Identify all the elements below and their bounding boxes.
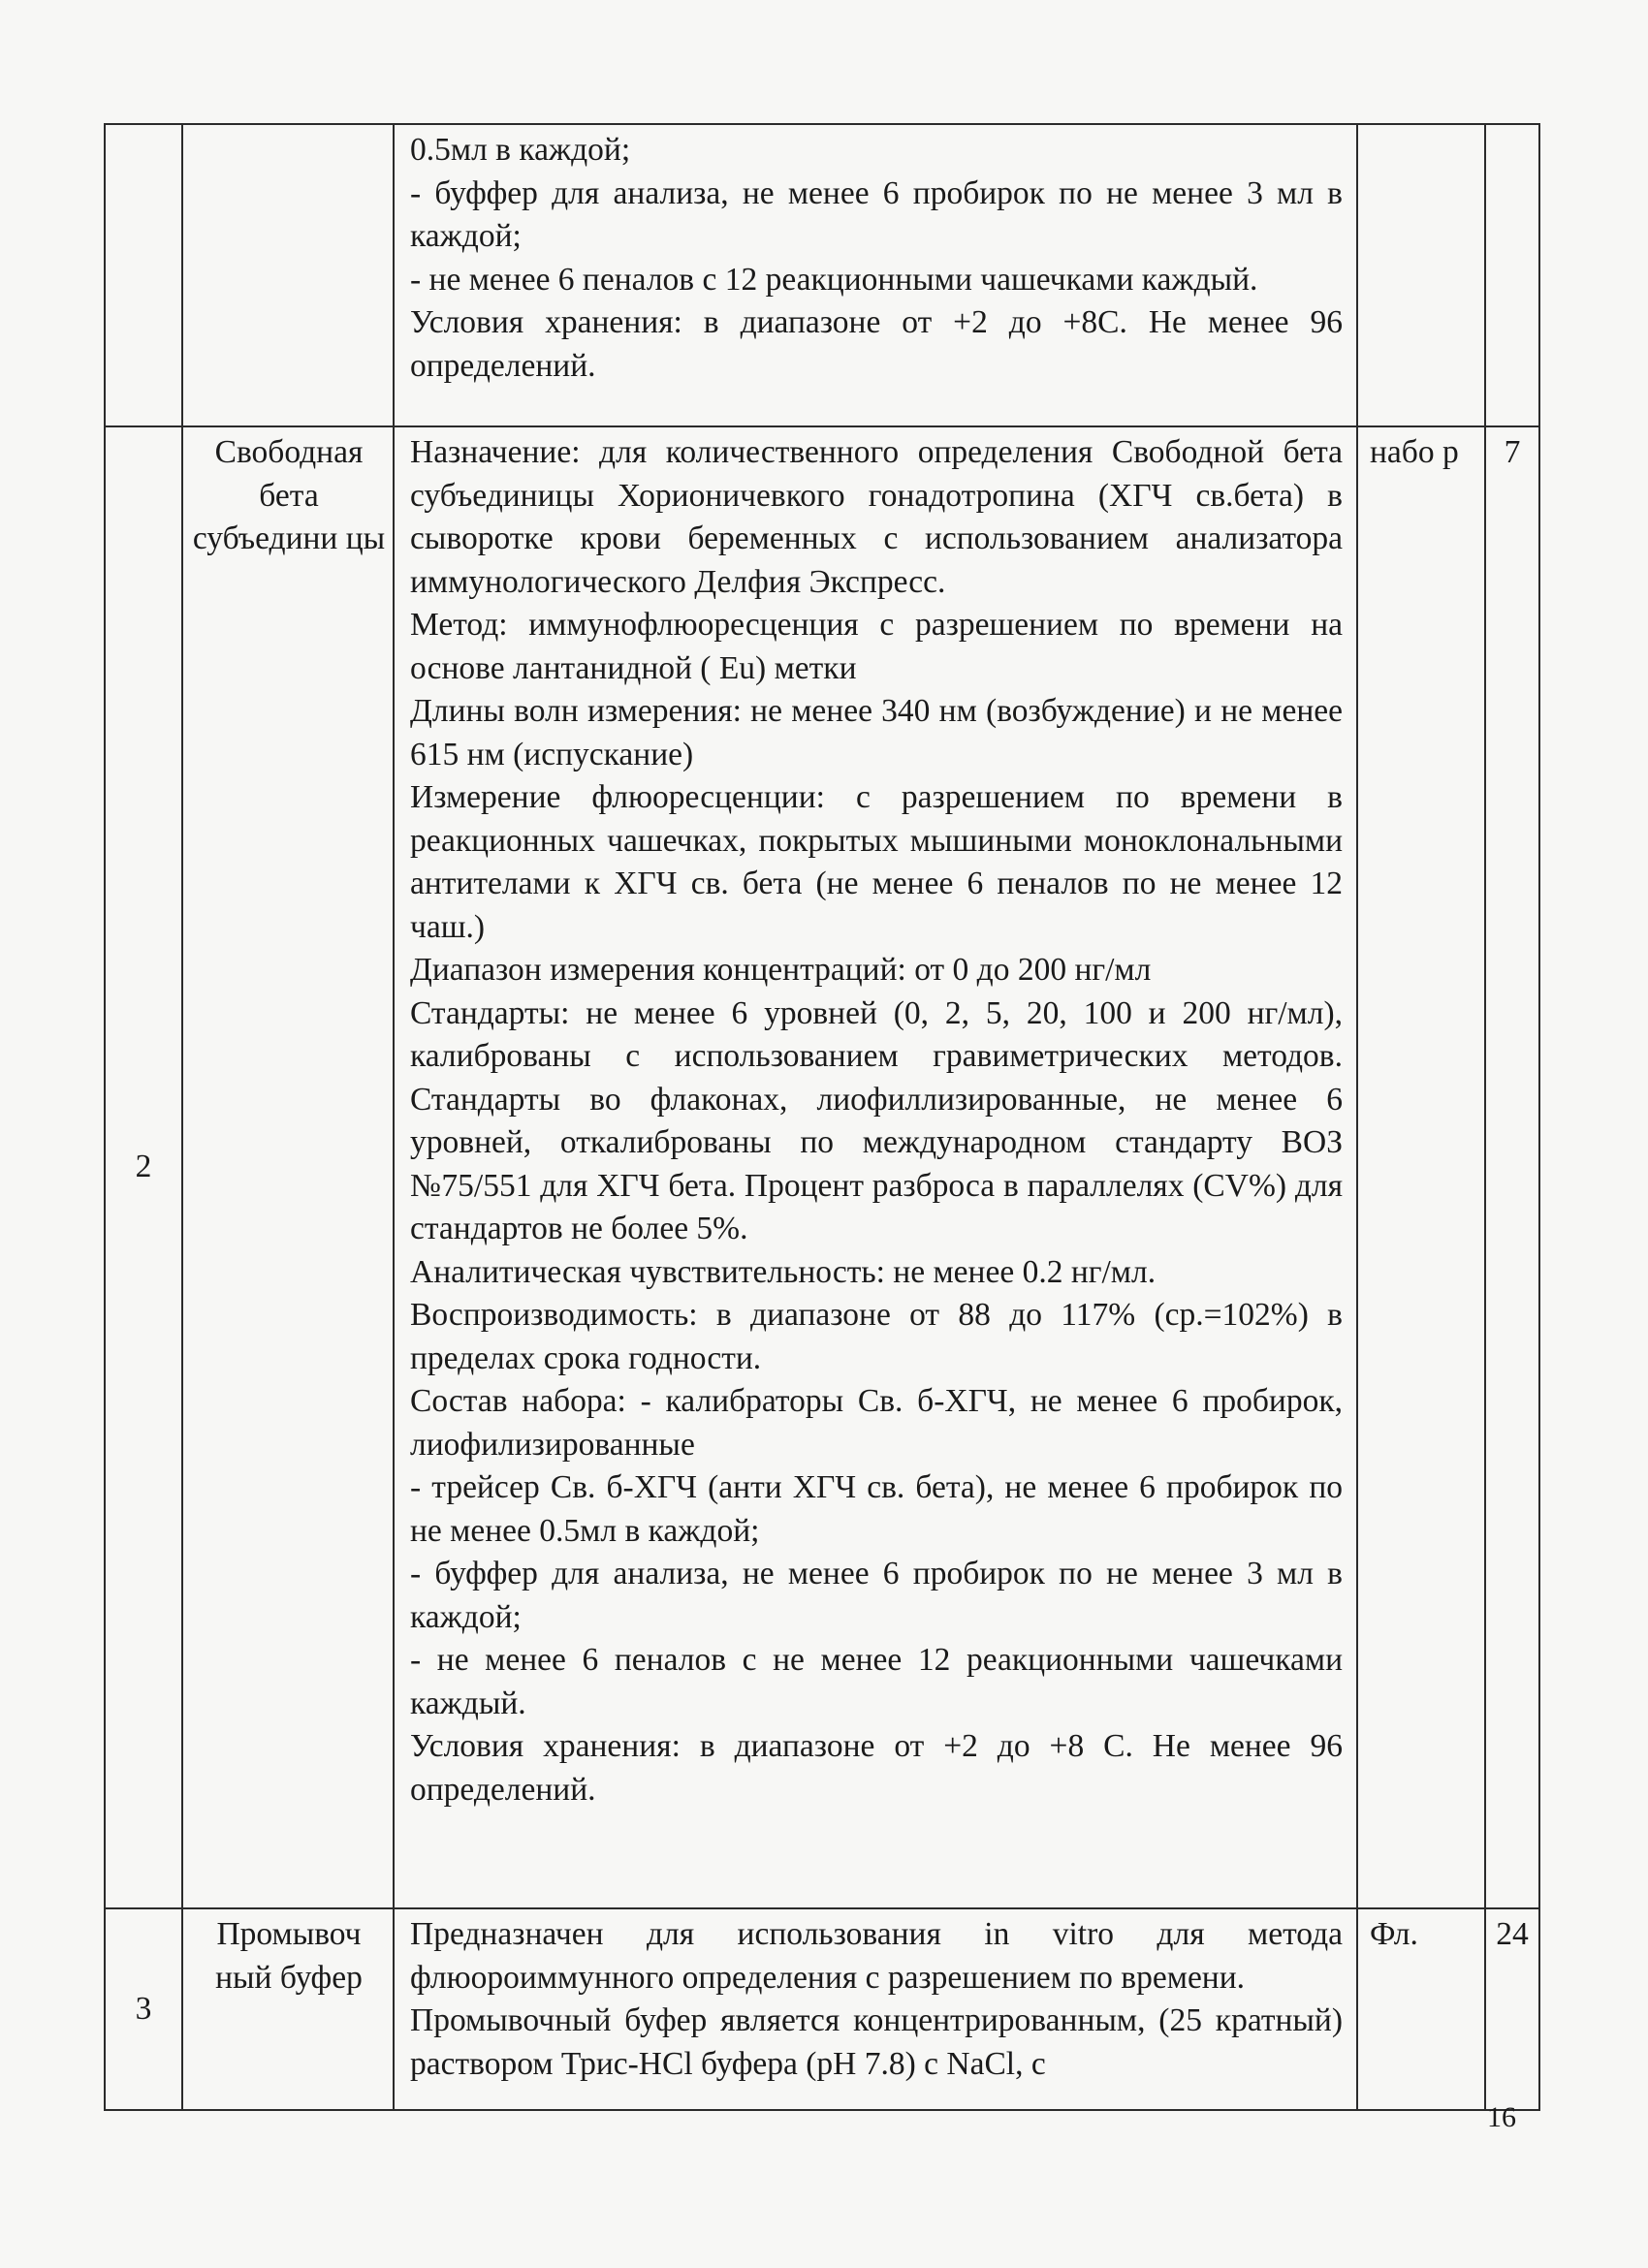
description-paragraph: Условия хранения: в диапазоне от +2 до +8С. Не менее 96 определений. — [410, 304, 1343, 384]
item-name-cell: Промывоч ный буфер — [182, 1908, 394, 2110]
unit-cell — [1357, 124, 1485, 426]
quantity-cell — [1485, 124, 1539, 426]
description-paragraph: - не менее 6 пеналов с 12 реакционными чашечками каждый. — [410, 261, 1258, 298]
description-cell — [394, 124, 1357, 426]
description-paragraph: Длины волн измерения: не менее 340 нм (возбуждение) и не менее 615 нм (испускание) — [410, 693, 1343, 772]
table-row — [105, 1908, 1539, 2110]
description-paragraph: 0.5мл в каждой; — [410, 132, 631, 168]
description-paragraph: Назначение: для количественного определения Свободной бета субъединицы Хорионичевкого гонадотропина (ХГЧ св.бета) в сыворотке крови беременных с использованием анализатора иммунологического Делфия Экспресс. — [410, 434, 1343, 600]
description-paragraph: - трейсер Св. б-ХГЧ (анти ХГЧ св. бета), не менее 6 пробирок по не менее 0.5мл в каждой; — [410, 1469, 1343, 1549]
description-paragraph: Аналитическая чувствительность: не менее 0.2 нг/мл. — [410, 1253, 1157, 1290]
description-paragraph: Состав набора: - калибраторы Св. б-ХГЧ, не менее 6 пробирок, лиофилизированные — [410, 1383, 1343, 1463]
description-paragraph: - буффер для анализа, не менее 6 пробирок по не менее 3 мл в каждой; — [410, 1556, 1343, 1635]
description-paragraph: Условия хранения: в диапазоне от +2 до +8 С. Не менее 96 определений. — [410, 1728, 1343, 1808]
table-row — [105, 124, 1539, 426]
row-number-cell — [105, 124, 182, 426]
description-paragraph: Воспроизводимость: в диапазоне от 88 до 117% (ср.=102%) в пределах срока годности. — [410, 1297, 1343, 1376]
quantity-cell: 24 — [1485, 1908, 1539, 2110]
description-paragraph: Стандарты: не менее 6 уровней (0, 2, 5, 20, 100 и 200 нг/мл), калиброваны с использованием гравиметрических методов. Стандарты во флаконах, лиофиллизированные, не менее 6 уровней, откалиброваны по международном стандарту ВОЗ №75/551 для ХГЧ бета. Процент разброса в параллелях (CV%) для стандартов не более 5%. — [410, 994, 1343, 1246]
specification-table — [104, 123, 1540, 2111]
table-row — [105, 426, 1539, 1908]
page-number: 16 — [1487, 2101, 1516, 2133]
description-paragraph: Метод: иммунофлюоресценция с разрешением по времени на основе лантанидной ( Eu) метки — [410, 607, 1343, 686]
description-paragraph: Предназначен для использования in vitro для метода флюороиммунного определения с разрешением по времени. — [410, 1916, 1343, 1996]
description-paragraph: - буффер для анализа, не менее 6 пробирок по не менее 3 мл в каждой; — [410, 174, 1343, 254]
description-cell — [394, 426, 1357, 1908]
row-number-cell: 2 — [105, 426, 182, 1908]
unit-cell: Фл. — [1357, 1908, 1485, 2110]
description-paragraph: Диапазон измерения концентраций: от 0 до 200 нг/мл — [410, 952, 1152, 988]
unit-cell: набо р — [1357, 426, 1485, 1908]
item-name-cell — [182, 124, 394, 426]
description-paragraph: Измерение флюоресценции: с разрешением по времени в реакционных чашечках, покрытых мышиными моноклональными антителами к ХГЧ св. бета (не менее 6 пеналов по не менее 12 чаш.) — [410, 779, 1343, 945]
quantity-cell: 7 — [1485, 426, 1539, 1908]
item-name-cell: Свободная бета субъедини цы — [182, 426, 394, 1908]
row-number-cell: 3 — [105, 1908, 182, 2110]
description-paragraph: Промывочный буфер является концентрированным, (25 кратный) раствором Трис-HCl буфера (pH 7.8) с NaCl, с — [410, 2002, 1343, 2082]
description-cell — [394, 1908, 1357, 2110]
description-paragraph: - не менее 6 пеналов с не менее 12 реакционными чашечками каждый. — [410, 1642, 1343, 1721]
